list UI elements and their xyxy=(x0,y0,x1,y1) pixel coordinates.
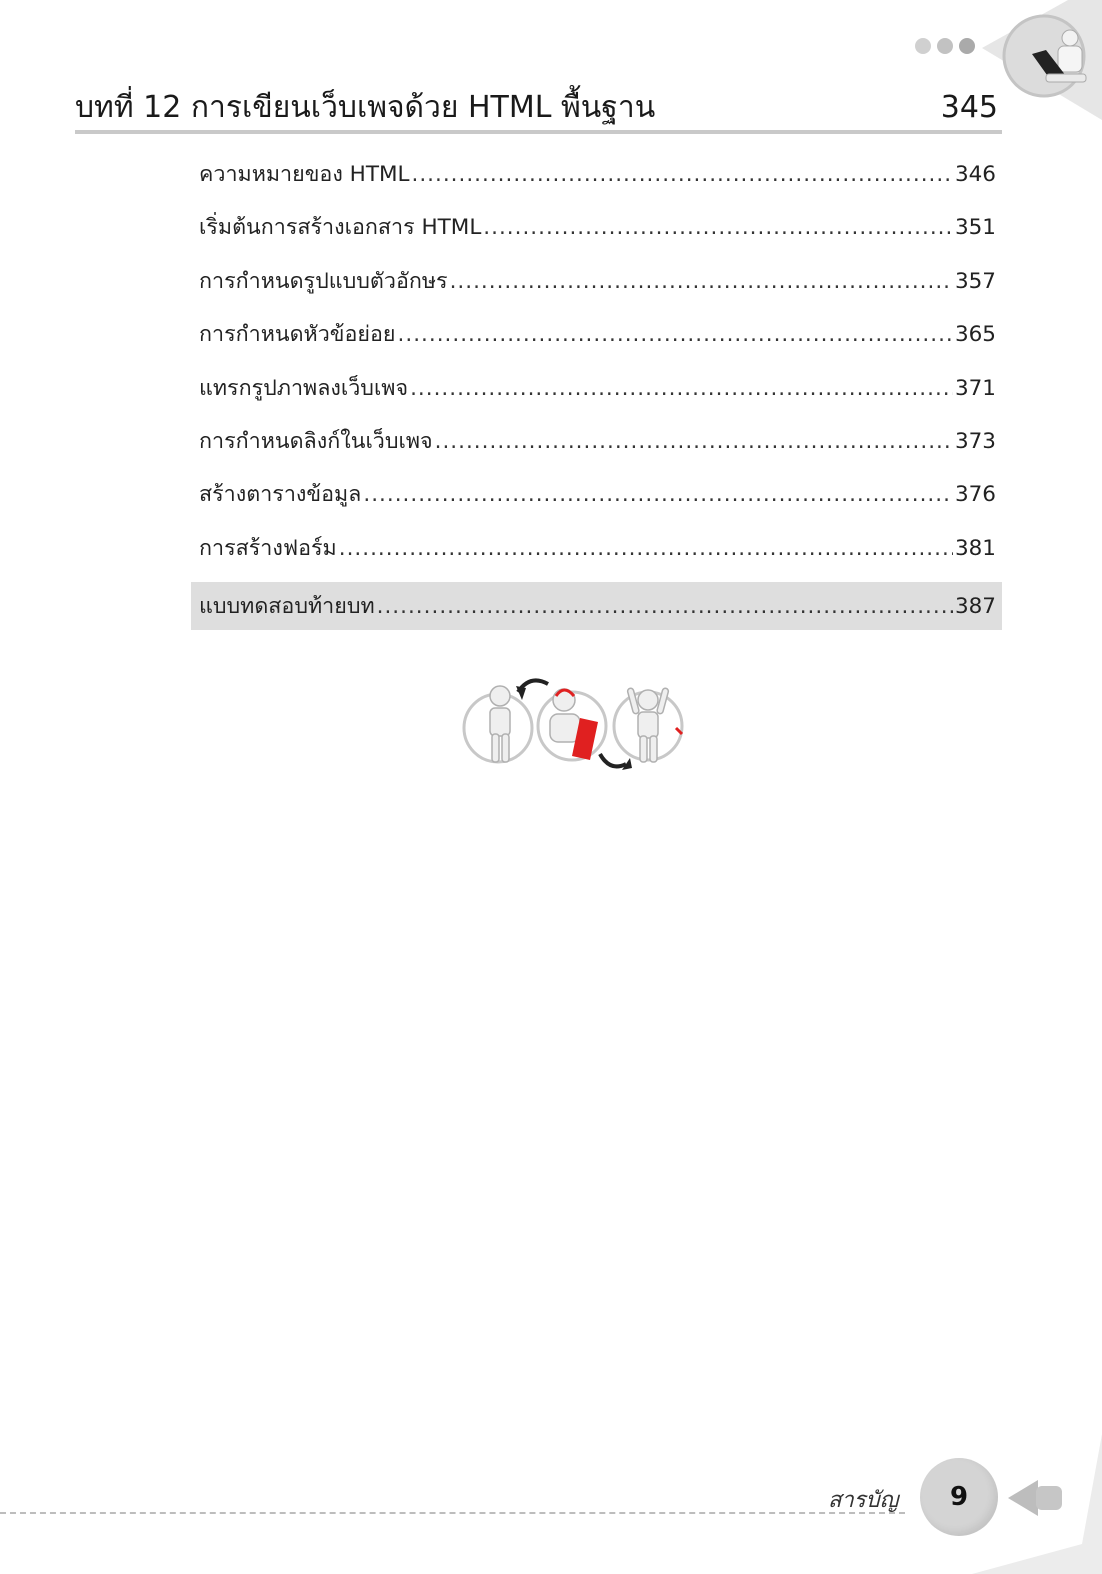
toc-entry-label: สร้างตารางข้อมูล xyxy=(199,482,362,508)
dot-leader xyxy=(412,148,953,201)
toc-entry[interactable] xyxy=(191,415,1002,468)
decor-dots xyxy=(915,38,975,54)
chapter-page-number: 345 xyxy=(940,90,998,125)
dot-leader xyxy=(435,415,953,468)
chapter-header xyxy=(75,86,1002,134)
toc-list xyxy=(191,148,1002,630)
toc-entry[interactable] xyxy=(191,308,1002,361)
toc-entry[interactable] xyxy=(191,362,1002,415)
dot-leader xyxy=(410,362,953,415)
user-laptop-icon xyxy=(1022,24,1102,94)
toc-entry-label: การสร้างฟอร์ม xyxy=(199,535,337,561)
people-illustration xyxy=(460,670,692,780)
dot-leader xyxy=(339,522,953,575)
toc-entry-label: การกำหนดลิงก์ในเว็บเพจ xyxy=(199,428,433,454)
toc-entry[interactable] xyxy=(191,468,1002,521)
dot-leader xyxy=(450,255,953,308)
decor-dot xyxy=(915,38,931,54)
toc-entry[interactable] xyxy=(191,148,1002,201)
toc-entry-label: การกำหนดรูปแบบตัวอักษร xyxy=(199,268,448,294)
toc-entry-page: 365 xyxy=(954,322,996,348)
footer-divider xyxy=(0,1512,905,1514)
toc-entry-page: 387 xyxy=(954,594,996,620)
toc-entry-label: แทรกรูปภาพลงเว็บเพจ xyxy=(199,375,409,401)
toc-entry-page: 346 xyxy=(954,162,996,187)
toc-entry-page: 357 xyxy=(954,268,996,294)
corner-decoration-bottom xyxy=(972,1434,1102,1574)
toc-entry-label: การกำหนดหัวข้อย่อย xyxy=(199,322,396,348)
toc-entry-label: เริ่มต้นการสร้างเอกสาร HTML xyxy=(199,215,482,241)
toc-entry-page: 373 xyxy=(954,428,996,454)
dot-leader xyxy=(363,468,953,521)
dot-leader xyxy=(398,308,953,361)
toc-entry-page: 371 xyxy=(954,375,996,401)
toc-entry-exam[interactable] xyxy=(191,582,1002,630)
toc-entry[interactable] xyxy=(191,255,1002,308)
decor-dot xyxy=(959,38,975,54)
dot-leader xyxy=(483,201,953,254)
decor-dot xyxy=(937,38,953,54)
toc-entry-page: 381 xyxy=(954,535,996,561)
toc-entry-page: 351 xyxy=(954,215,996,241)
page-number: 9 xyxy=(949,1482,969,1512)
dot-leader xyxy=(377,582,953,632)
toc-entry-label: แบบทดสอบท้ายบท xyxy=(199,594,375,620)
toc-entry[interactable] xyxy=(191,522,1002,575)
footer-section-label: สารบัญ xyxy=(828,1488,899,1513)
toc-entry-page: 376 xyxy=(954,482,996,508)
toc-entry-label: ความหมายของ HTML xyxy=(199,162,410,187)
chapter-title: บทที่ 12 การเขียนเว็บเพจด้วย HTML พื้นฐาน xyxy=(75,90,656,125)
toc-entry[interactable] xyxy=(191,201,1002,254)
